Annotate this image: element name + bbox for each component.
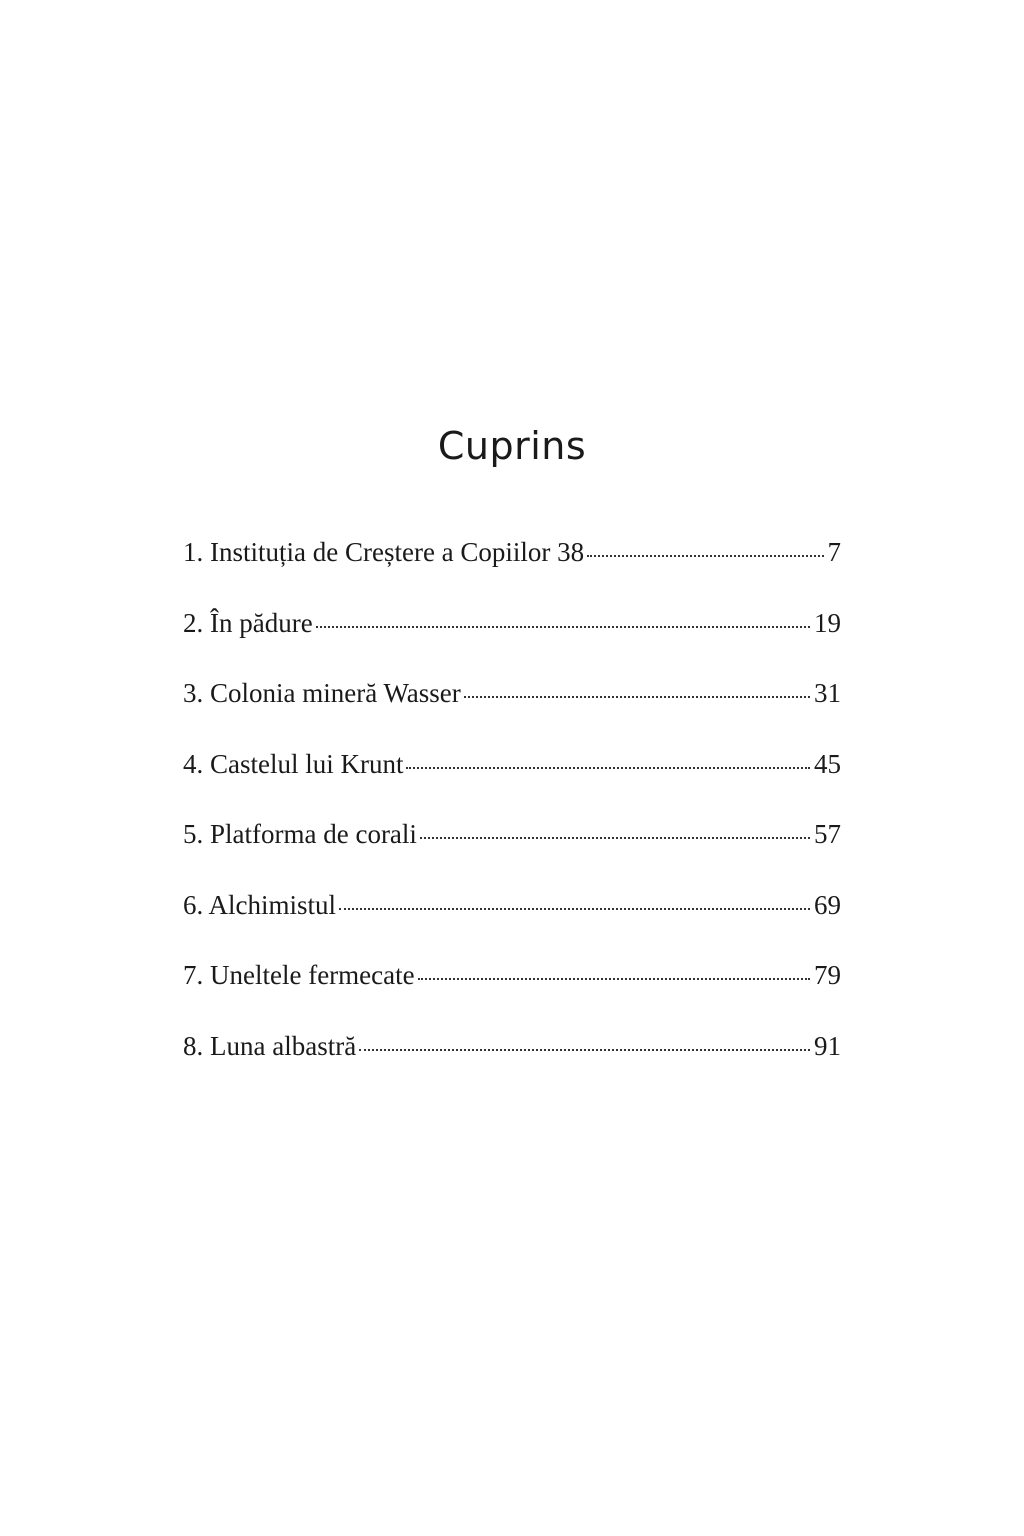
toc-dot-leader [406,767,810,769]
toc-entry-label: 2. În pădure [183,607,313,638]
toc-dot-leader [420,837,810,839]
toc-page-number: 79 [814,960,841,990]
toc-entry [183,951,841,1022]
toc-dot-leader [359,1049,810,1051]
toc-entry-label: 3. Colonia mineră Wasser [183,678,461,708]
table-of-contents [183,528,841,1092]
toc-entry [183,740,841,811]
toc-entry-label: 6. Alchimistul [183,889,337,920]
toc-entry-label: 4. Castelul lui Krunt [183,748,404,779]
toc-entry-label: 8. Luna albastră [183,1030,357,1061]
toc-entry [183,599,841,670]
toc-entry-label: 5. Platforma de corali [183,819,417,849]
toc-page-number: 19 [814,607,841,638]
page-title: Cuprins [437,424,587,468]
toc-dot-leader [587,555,823,557]
toc-dot-leader [339,908,810,910]
toc-entry [183,669,841,740]
toc-page-number: 45 [814,748,841,779]
toc-entry [183,881,841,952]
toc-entry [183,528,841,599]
toc-page-number: 31 [814,678,841,708]
toc-dot-leader [418,978,810,980]
toc-entry-label: 7. Uneltele fermecate [183,960,415,990]
toc-page-number: 7 [827,537,841,567]
toc-entry [183,810,841,881]
toc-dot-leader [464,696,810,698]
toc-page-number: 57 [814,819,841,849]
toc-dot-leader [316,626,810,628]
toc-entry-label: 1. Instituția de Creștere a Copiilor 38 [183,537,585,567]
toc-entry [183,1022,841,1093]
toc-page-number: 91 [814,1030,841,1061]
toc-page-number: 69 [814,889,841,920]
